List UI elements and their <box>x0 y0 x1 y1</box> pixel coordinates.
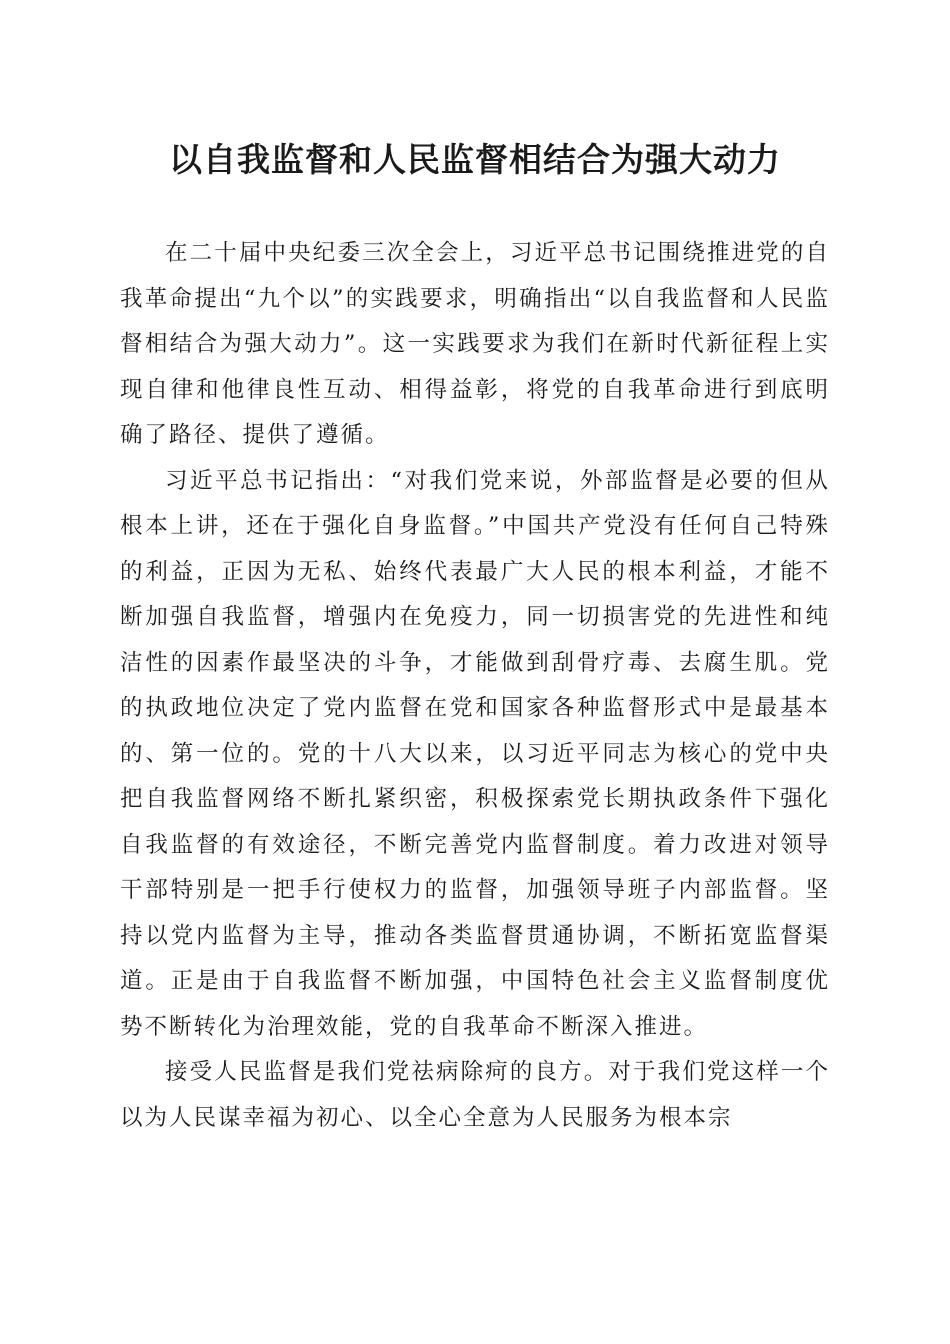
paragraph-2: 习近平总书记指出：“对我们党来说，外部监督是必要的但从根本上讲，还在于强化自身监督。”中国共产党没有任何自己特殊的利益，正因为无私、始终代表最广大人民的根本利益，才能不断加强自我监督，增强内在免疫力，同一切损害党的先进性和纯洁性的因素作最坚决的斗争，才能做到刮骨疗毒、去腐生肌。党的执政地位决定了党内监督在党和国家各种监督形式中是最基本的、第一位的。党的十八大以来，以习近平同志为核心的党中央把自我监督网络不断扎紧织密，积极探索党长期执政条件下强化自我监督的有效途径，不断完善党内监督制度。着力改进对领导干部特别是一把手行使权力的监督，加强领导班子内部监督。坚持以党内监督为主导，推动各类监督贯通协调，不断拓宽监督渠道。正是由于自我监督不断加强，中国特色社会主义监督制度优势不断转化为治理效能，党的自我革命不断深入推进。 <box>120 467 830 1040</box>
document-body <box>120 231 830 1141</box>
paragraph-1: 在二十届中央纪委三次全会上，习近平总书记围绕推进党的自我革命提出“九个以”的实践要求，明确指出“以自我监督和人民监督相结合为强大动力”。这一实践要求为我们在新时代新征程上实现自律和他律良性互动、相得益彰，将党的自我革命进行到底明确了路径、提供了遵循。 <box>120 240 830 448</box>
paragraph-3: 接受人民监督是我们党祛病除疴的良方。对于我们党这样一个以为人民谋幸福为初心、以全心全意为人民服务为根本宗 <box>120 1059 830 1131</box>
document-title: 以自我监督和人民监督相结合为强大动力 <box>169 140 781 179</box>
